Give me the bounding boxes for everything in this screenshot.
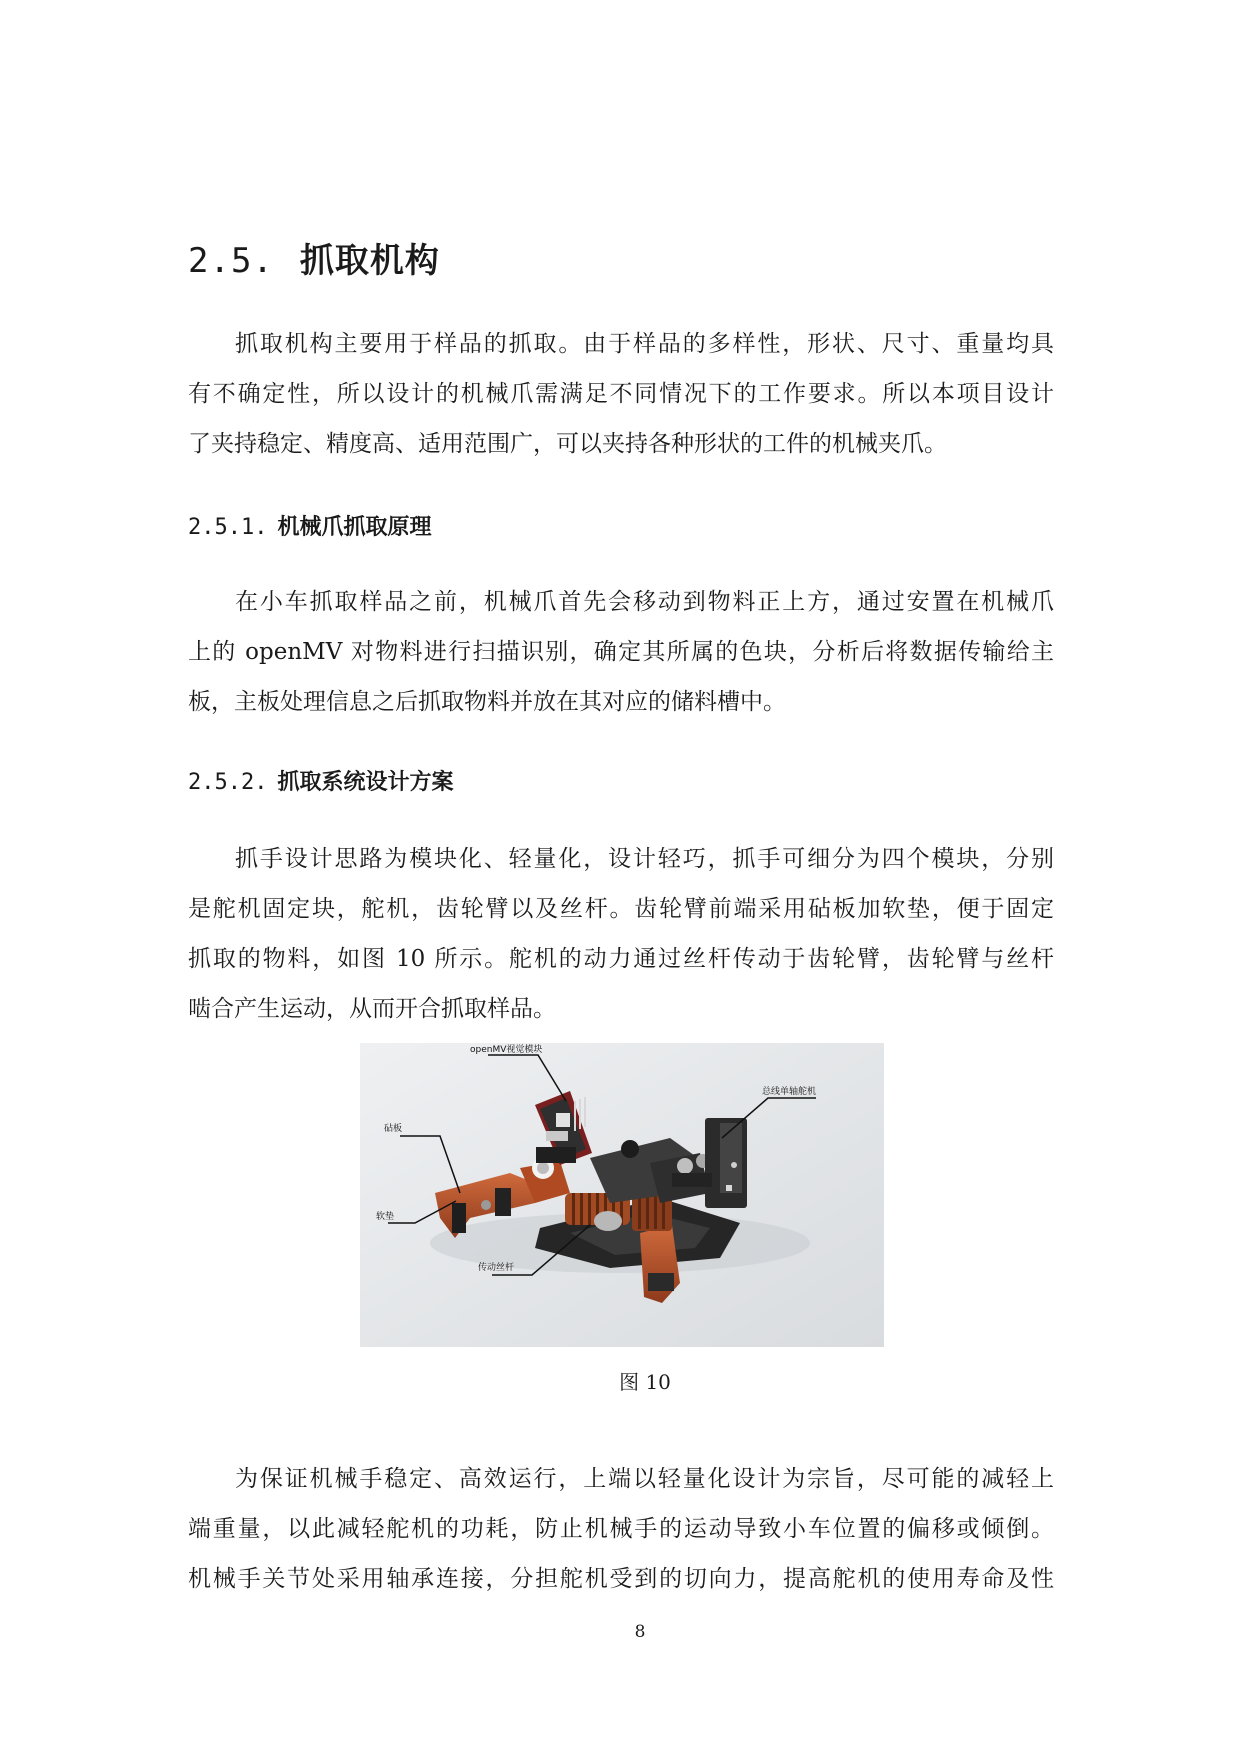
section-heading [188, 233, 440, 282]
paragraph-line: 在小车抓取样品之前，机械爪首先会移动到物料正上方，通过安置在机械爪 [235, 589, 1054, 615]
subsection-number: 2.5.1. [188, 515, 268, 540]
label-anvil: 砧板 [384, 1124, 403, 1134]
subsection-title: 机械爪抓取原理 [277, 515, 432, 540]
section-number: 2.5. [188, 241, 274, 281]
section-title: 抓取机构 [299, 241, 440, 281]
design-paragraph [188, 834, 1054, 1034]
label-screw: 传动丝杆 [478, 1263, 515, 1273]
figure-caption: 图 10 [619, 1370, 671, 1394]
paragraph-line: 上的 openMV 对物料进行扫描识别，确定其所属的色块，分析后将数据传输给主 [188, 639, 1054, 665]
subsection-title: 抓取系统设计方案 [277, 770, 454, 795]
paragraph-line: 为保证机械手稳定、高效运行，上端以轻量化设计为宗旨，尽可能的减轻上 [235, 1466, 1054, 1492]
gripper-render-image [360, 1043, 884, 1347]
closing-paragraph [188, 1454, 1054, 1604]
paragraph-line: 啮合产生运动，从而开合抓取样品。 [188, 996, 556, 1022]
paragraph-line: 是舵机固定块，舵机，齿轮臂以及丝杆。齿轮臂前端采用砧板加软垫，便于固定 [188, 896, 1054, 922]
label-openmv: openMV视觉模块 [470, 1045, 543, 1055]
paragraph-line: 有不确定性，所以设计的机械爪需满足不同情况下的工作要求。所以本项目设计 [188, 381, 1054, 407]
label-servo: 总线单轴舵机 [762, 1087, 817, 1097]
subsection-heading [188, 765, 454, 796]
intro-paragraph [188, 319, 1054, 469]
subsection-number: 2.5.2. [188, 770, 268, 795]
subsection-heading [188, 510, 432, 541]
paragraph-line: 端重量，以此减轻舵机的功耗，防止机械手的运动导致小车位置的偏移或倾倒。 [188, 1516, 1054, 1542]
paragraph-line: 抓取的物料，如图 10 所示。舵机的动力通过丝杆传动于齿轮臂，齿轮臂与丝杆 [188, 946, 1054, 972]
paragraph-line: 抓取机构主要用于样品的抓取。由于样品的多样性，形状、尺寸、重量均具 [235, 331, 1054, 357]
paragraph-line: 机械手关节处采用轴承连接，分担舵机受到的切向力，提高舵机的使用寿命及性 [188, 1566, 1054, 1592]
principle-paragraph [188, 577, 1054, 727]
page-number: 8 [634, 1622, 646, 1642]
paragraph-line: 了夹持稳定、精度高、适用范围广，可以夹持各种形状的工件的机械夹爪。 [188, 431, 947, 457]
gripper-figure [360, 1043, 884, 1347]
label-pad: 软垫 [376, 1212, 395, 1222]
paragraph-line: 板，主板处理信息之后抓取物料并放在其对应的储料槽中。 [188, 689, 786, 715]
paragraph-line: 抓手设计思路为模块化、轻量化，设计轻巧，抓手可细分为四个模块，分别 [235, 846, 1054, 872]
